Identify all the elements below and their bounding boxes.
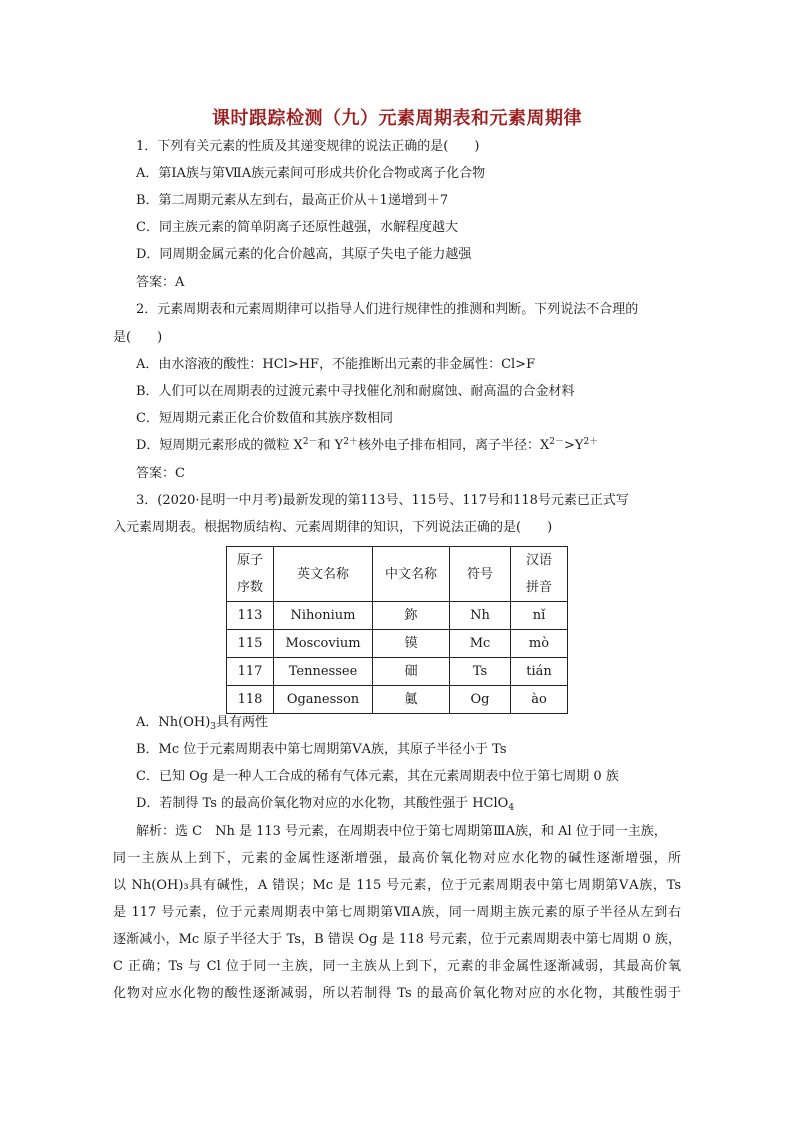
element-table	[226, 546, 568, 714]
q3-stem-line1: 3．(2020·昆明一中月考)最新发现的第113号、115号、117号和118号元素已正式写	[136, 493, 629, 508]
q2-answer: 答案：C	[136, 466, 185, 481]
table-cell: Moscovium	[274, 630, 373, 658]
table-cell: Nh	[450, 602, 511, 630]
table-cell: 鿫	[373, 686, 450, 714]
q1-stem: 1．下列有关元素的性质及其递变规律的说法正确的是( )	[136, 139, 480, 154]
q1-option-b: B．第二周期元素从左到右，最高正价从＋1递增到＋7	[136, 193, 449, 208]
q2-option-a: A．由水溶液的酸性：HCl>HF，不能推断出元素的非金属性：Cl>F	[136, 357, 536, 372]
q2-stem-line1: 2．元素周期表和元素周期律可以指导人们进行规律性的推测和判断。下列说法不合理的	[136, 302, 639, 317]
q3-analysis-line: 解析：选 C Nh 是 113 号元素，在周期表中位于第七周期第ⅢA族，和 Al 位于同一主族，	[136, 824, 667, 839]
table-cell: Ts	[450, 658, 511, 686]
table-cell: 镆	[373, 630, 450, 658]
q3-option-d: D．若制得 Ts 的最高价氧化物对应的水化物，其酸性强于 HClO$_4$	[136, 796, 515, 813]
table-row	[227, 630, 568, 658]
table-header-cell: 汉语 拼音	[511, 547, 568, 602]
table-cell: Oganesson	[274, 686, 373, 714]
table-cell: 118	[227, 686, 274, 714]
q3-analysis-line: 逐渐减小，Mc 原子半径大于 Ts，B 错误 Og 是 118 号元素，位于元素周期表中第七周期 0 族，	[113, 932, 681, 947]
q2-stem-line2: 是( )	[113, 330, 163, 345]
table-header-cell: 英文名称	[274, 547, 373, 602]
table-row	[227, 602, 568, 630]
q2-option-b: B．人们可以在周期表的过渡元素中寻找催化剂和耐腐蚀、耐高温的合金材料	[136, 384, 575, 399]
table-cell: Og	[450, 686, 511, 714]
q2-option-d: D．短周期元素形成的微粒 $X^{2-}$和 $Y^{2+}$核外电子排布相同，离子半径：$X^{2-}>Y^{2+}$	[136, 437, 599, 453]
q1-option-d: D．同周期金属元素的化合价越高，其原子失电子能力越强	[136, 247, 472, 262]
q2-option-c: C．短周期元素正化合价数值和其族序数相同	[136, 411, 393, 426]
table-cell: 鿬	[373, 658, 450, 686]
table-header-cell: 符号	[450, 547, 511, 602]
table-cell: 鉨	[373, 602, 450, 630]
table-header-cell: 原子 序数	[227, 547, 274, 602]
table-cell: tián	[511, 658, 568, 686]
q3-analysis-line: C 正确；Ts 与 Cl 位于同一主族，同一主族从上到下，元素的非金属性逐渐减弱，其最高价氧	[113, 959, 681, 974]
q3-stem-line2: 入元素周期表。根据物质结构、元素周期律的知识，下列说法正确的是( )	[113, 520, 553, 535]
table-row	[227, 686, 568, 714]
q3-option-b: B．Mc 位于元素周期表中第七周期第ⅤA族，其原子半径小于 Ts	[136, 742, 507, 757]
table-cell: Tennessee	[274, 658, 373, 686]
q3-option-c: C．已知 Og 是一种人工合成的稀有气体元素，其在元素周期表中位于第七周期 0 族	[136, 769, 619, 784]
table-header-row	[227, 547, 568, 602]
q3-analysis-line: 同一主族从上到下，元素的金属性逐渐增强，最高价氧化物对应水化物的碱性逐渐增强，所	[113, 851, 681, 866]
q3-analysis-line: 化物对应水化物的酸性逐渐减弱，所以若制得 Ts 的最高价氧化物对应的水化物，其酸性弱于	[113, 986, 681, 1001]
table-header-cell: 中文名称	[373, 547, 450, 602]
table-cell: 113	[227, 602, 274, 630]
q3-option-a: A．$Nh(OH)_3$具有两性	[136, 715, 269, 732]
table-cell: 117	[227, 658, 274, 686]
table-cell: nǐ	[511, 602, 568, 630]
q3-analysis-line: 以 Nh(OH)₃具有碱性，A 错误；Mc 是 115 号元素，位于元素周期表中第七周期第ⅤA族，Ts	[113, 878, 681, 893]
q1-option-a: A．第ⅠA族与第ⅦA族元素间可形成共价化合物或离子化合物	[136, 166, 486, 181]
table-cell: ào	[511, 686, 568, 714]
q3-analysis-line: 是 117 号元素，位于元素周期表中第七周期第ⅦA族，同一周期主族元素的原子半径从左到右	[113, 905, 681, 920]
q1-option-c: C．同主族元素的简单阴离子还原性越强，水解程度越大	[136, 220, 458, 235]
page-title: 课时跟踪检测（九）元素周期表和元素周期律	[212, 108, 582, 129]
table-cell: mò	[511, 630, 568, 658]
table-cell: 115	[227, 630, 274, 658]
table-cell: Mc	[450, 630, 511, 658]
table-row	[227, 658, 568, 686]
q1-answer: 答案：A	[136, 275, 185, 290]
table-cell: Nihonium	[274, 602, 373, 630]
